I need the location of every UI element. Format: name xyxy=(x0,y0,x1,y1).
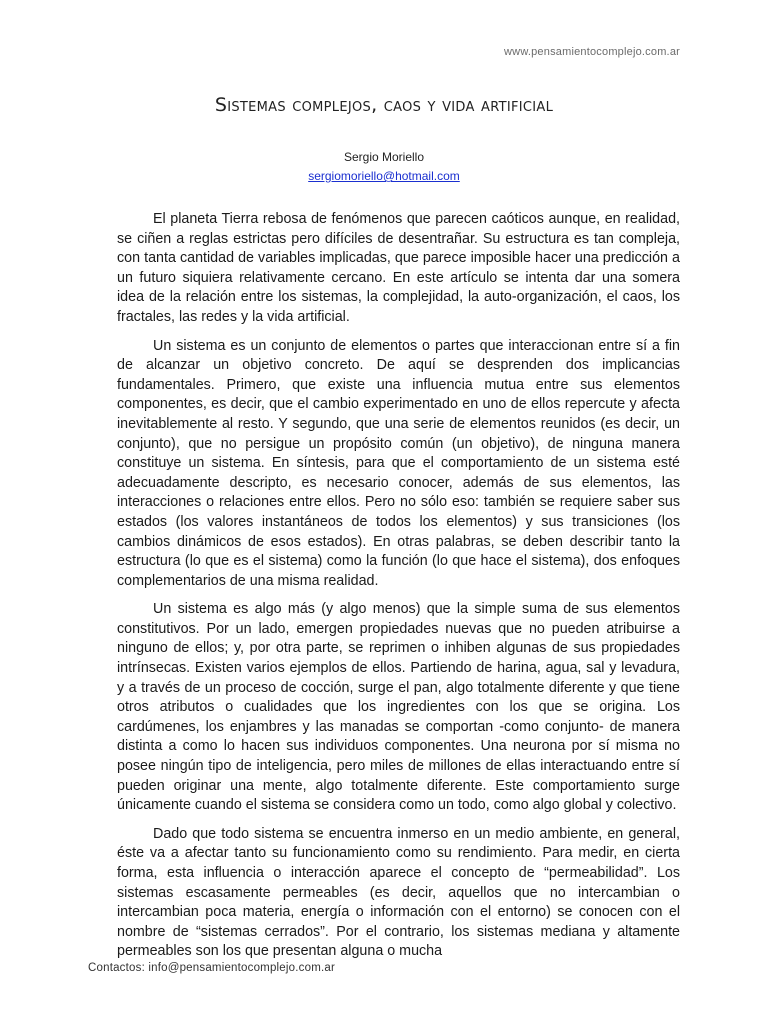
paragraph-4: Dado que todo sistema se encuentra inmerso en un medio ambiente, en general, éste va a afectar tanto su funcionamiento como su rendimiento. Para medir, en cierta forma, esta influencia o interacción aparece el concepto de “permeabilidad”. Los sistemas escasamente permeables (es decir, aquellos que no intercambian o intercambian poca materia, energía o información con el entorno) se conocen con el nombre de “sistemas cerrados”. Por el contrario, los sistemas mediana y altamente permeables son los que presentan alguna o mucha xyxy=(117,825,680,960)
author-email-link[interactable]: sergiomoriello@hotmail.com xyxy=(308,169,460,183)
paragraph-3: Un sistema es algo más (y algo menos) que la simple suma de sus elementos constitutivos. Por un lado, emergen propiedades nuevas que no pueden atribuirse a ninguno de ellos; y, por otra parte, se reprimen o inhiben algunas de sus propiedades intrínsecas. Existen varios ejemplos de ellos. Partiendo de harina, agua, sal y levadura, y a través de un proceso de cocción, surge el pan, algo totalmente diferente y que tiene otros atributos o cualidades que los ingredientes con los que se origina. Los cardúmenes, los enjambres y las manadas se comportan -como conjunto- de manera distinta a como lo hacen sus individuos componentes. Una neurona por sí misma no posee ningún tipo de inteligencia, pero miles de millones de ellas interactuando entre sí pueden originar una mente, algo totalmente diferente. Este comportamiento surge únicamente cuando el sistema se considera como un todo, como algo global y colectivo. xyxy=(117,601,680,814)
paragraph-1: El planeta Tierra rebosa de fenómenos que parecen caóticos aunque, en realidad, se ciñen a reglas estrictas pero difíciles de desentrañar. Su estructura es tan compleja, con tanta cantidad de variables implicadas, que parece imposible hacer una predicción a un futuro siquiera relativamente cercano. En este artículo se intenta dar una somera idea de la relación entre los sistemas, la complejidad, la auto-organización, el caos, los fractales, las redes y la vida artificial. xyxy=(117,211,680,325)
author-email xyxy=(0,169,768,183)
footer-contact: Contactos: info@pensamientocomplejo.com.ar xyxy=(88,962,335,974)
document-title: Sistemas complejos, caos y vida artificial xyxy=(214,94,554,116)
paragraph-2: Un sistema es un conjunto de elementos o partes que interaccionan entre sí a fin de alcanzar un objetivo concreto. De aquí se desprenden dos implicancias fundamentales. Primero, que existe una influencia mutua entre sus elementos componentes, es decir, que el cambio experimentado en uno de ellos repercute y afecta inevitablemente al resto. Y segundo, que una serie de elementos reunidos (es decir, un conjunto), que no persigue un propósito común (un objetivo), de ninguna manera constituye un sistema. En síntesis, para que el comportamiento de un sistema esté adecuadamente descripto, es necesario conocer, además de sus elementos, las interacciones o relaciones entre ellos. Pero no sólo eso: también se requiere saber sus estados (los valores instantáneos de todos los elementos) y sus transiciones (los cambios dinámicos de esos estados). En otras palabras, se deben describir tanto la estructura (lo que es el sistema) como la función (lo que hace el sistema), dos enfoques complementarios de una misma realidad. xyxy=(117,337,680,589)
article-body xyxy=(117,210,680,971)
author-name: Sergio Moriello xyxy=(343,150,425,164)
site-url-header: www.pensamientocomplejo.com.ar xyxy=(504,46,680,58)
